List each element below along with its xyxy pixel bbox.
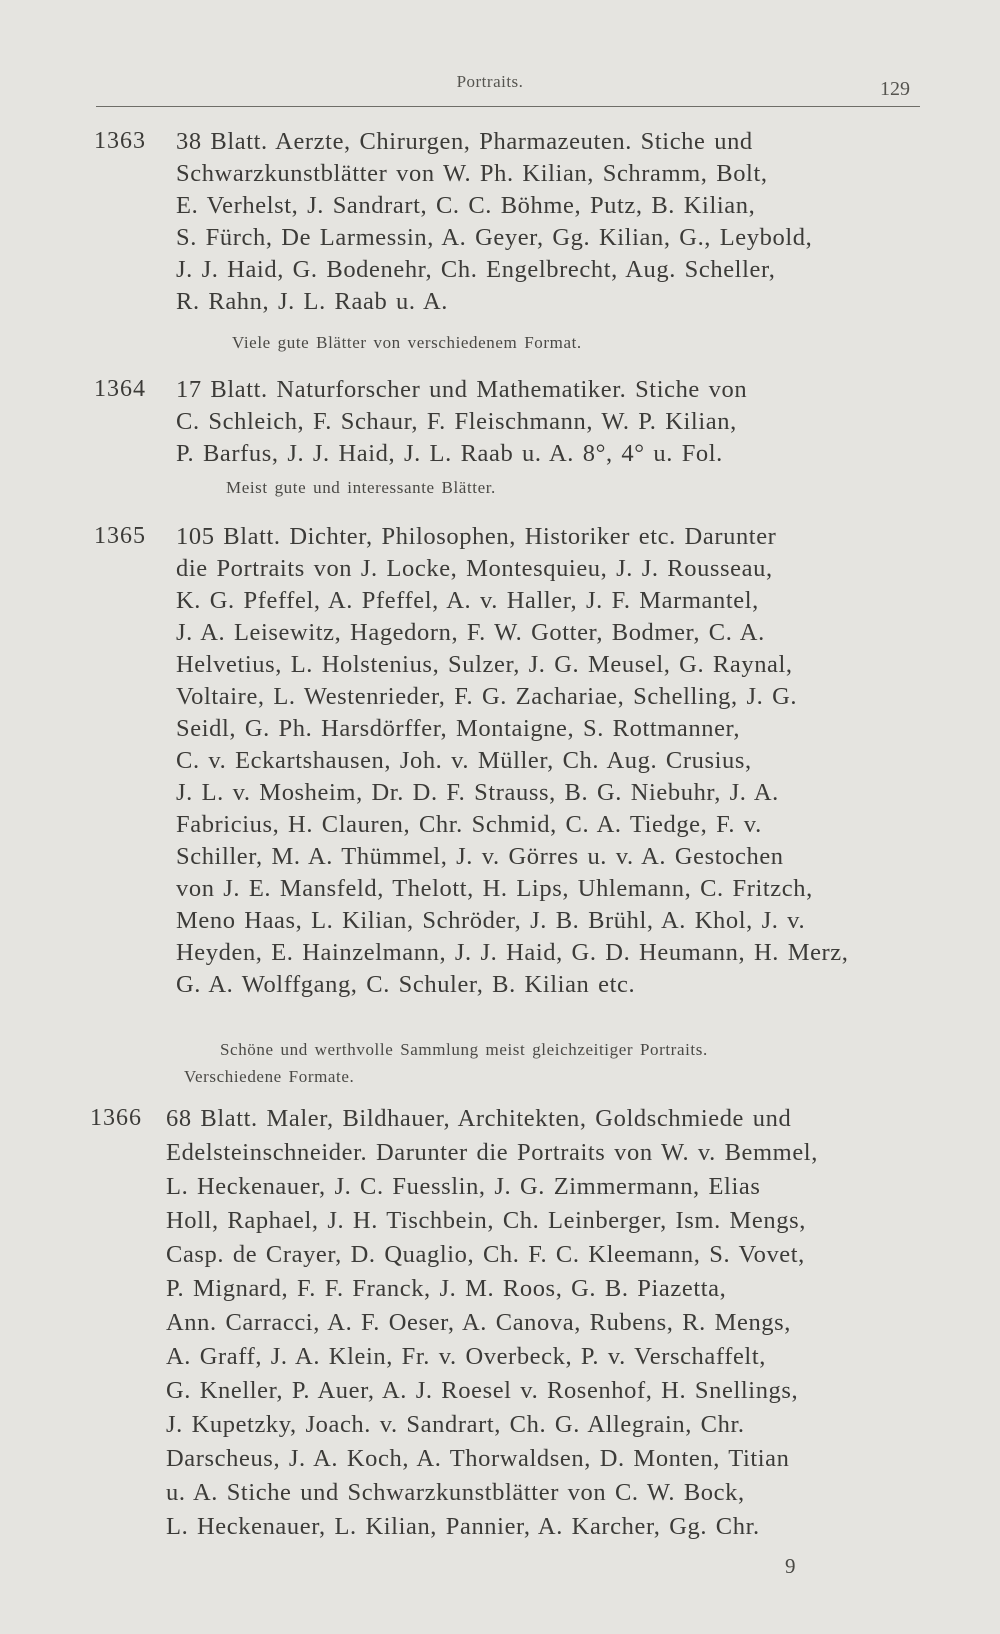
entry-line: Seidl, G. Ph. Harsdörffer, Montaigne, S. Rottmanner, xyxy=(176,715,741,742)
entry-line: Schiller, M. A. Thümmel, J. v. Görres u. v. A. Gestochen xyxy=(176,843,784,870)
entry-line: J. J. Haid, G. Bodenehr, Ch. Engelbrecht, Aug. Scheller, xyxy=(176,256,776,283)
entry-line: von J. E. Mansfeld, Thelott, H. Lips, Uhlemann, C. Fritzch, xyxy=(176,875,813,902)
entry-line: Voltaire, L. Westenrieder, F. G. Zachariae, Schelling, J. G. xyxy=(176,683,798,710)
page-number: 129 xyxy=(880,78,910,100)
entry-note: Schöne und werthvolle Sammlung meist gleichzeitiger Portraits. xyxy=(220,1040,708,1059)
entry-line: Meno Haas, L. Kilian, Schröder, J. B. Brühl, A. Khol, J. v. xyxy=(176,907,806,934)
entry-note: Verschiedene Formate. xyxy=(184,1067,355,1086)
entry-line: die Portraits von J. Locke, Montesquieu, J. J. Rousseau, xyxy=(176,555,773,582)
entry-line: L. Heckenauer, L. Kilian, Pannier, A. Karcher, Gg. Chr. xyxy=(166,1513,760,1540)
header-rule xyxy=(96,106,920,107)
entry-line: Fabricius, H. Clauren, Chr. Schmid, C. A. Tiedge, F. v. xyxy=(176,811,762,838)
entry-line: L. Heckenauer, J. C. Fuesslin, J. G. Zimmermann, Elias xyxy=(166,1173,761,1200)
entry-line: K. G. Pfeffel, A. Pfeffel, A. v. Haller, J. F. Marmantel, xyxy=(176,587,759,614)
entry-line: G. A. Wolffgang, C. Schuler, B. Kilian etc. xyxy=(176,971,636,998)
entry-line: Holl, Raphael, J. H. Tischbein, Ch. Leinberger, Ism. Mengs, xyxy=(166,1207,806,1234)
entry-line: Schwarzkunstblätter von W. Ph. Kilian, Schramm, Bolt, xyxy=(176,160,768,187)
entry-note: Viele gute Blätter von verschiedenem Format. xyxy=(232,333,582,352)
entry-note: Meist gute und interessante Blätter. xyxy=(226,478,496,497)
entry-number: 1366 xyxy=(90,1105,142,1131)
entry-line: 105 Blatt. Dichter, Philosophen, Historiker etc. Darunter xyxy=(176,523,777,550)
signature-mark: 9 xyxy=(785,1554,796,1578)
entry-line: J. A. Leisewitz, Hagedorn, F. W. Gotter, Bodmer, C. A. xyxy=(176,619,765,646)
entry-line: 17 Blatt. Naturforscher und Mathematiker. Stiche von xyxy=(176,376,748,403)
entry-line: u. A. Stiche und Schwarzkunstblätter von C. W. Bock, xyxy=(166,1479,745,1506)
entry-line: Casp. de Crayer, D. Quaglio, Ch. F. C. Kleemann, S. Vovet, xyxy=(166,1241,805,1268)
entry-line: Edelsteinschneider. Darunter die Portraits von W. v. Bemmel, xyxy=(166,1139,818,1166)
entry-line: Helvetius, L. Holstenius, Sulzer, J. G. Meusel, G. Raynal, xyxy=(176,651,793,678)
entry-line: P. Mignard, F. F. Franck, J. M. Roos, G. B. Piazetta, xyxy=(166,1275,727,1302)
entry-line: 38 Blatt. Aerzte, Chirurgen, Pharmazeuten. Stiche und xyxy=(176,128,753,155)
running-header-title: Portraits. xyxy=(456,72,524,91)
entry-number: 1363 xyxy=(94,128,146,154)
entry-line: J. L. v. Mosheim, Dr. D. F. Strauss, B. G. Niebuhr, J. A. xyxy=(176,779,779,806)
entry-line: Heyden, E. Hainzelmann, J. J. Haid, G. D. Heumann, H. Merz, xyxy=(176,939,849,966)
entry-line: C. v. Eckartshausen, Joh. v. Müller, Ch. Aug. Crusius, xyxy=(176,747,752,774)
entry-line: S. Fürch, De Larmessin, A. Geyer, Gg. Kilian, G., Leybold, xyxy=(176,224,813,251)
entry-line: E. Verhelst, J. Sandrart, C. C. Böhme, Putz, B. Kilian, xyxy=(176,192,756,219)
entry-line: R. Rahn, J. L. Raab u. A. xyxy=(176,288,448,315)
entry-line: C. Schleich, F. Schaur, F. Fleischmann, W. P. Kilian, xyxy=(176,408,737,435)
entry-line: G. Kneller, P. Auer, A. J. Roesel v. Rosenhof, H. Snellings, xyxy=(166,1377,799,1404)
entry-line: Ann. Carracci, A. F. Oeser, A. Canova, Rubens, R. Mengs, xyxy=(166,1309,792,1336)
entry-line: J. Kupetzky, Joach. v. Sandrart, Ch. G. Allegrain, Chr. xyxy=(166,1411,745,1438)
entry-line: 68 Blatt. Maler, Bildhauer, Architekten, Goldschmiede und xyxy=(166,1105,792,1132)
entry-number: 1364 xyxy=(94,376,146,402)
entry-line: A. Graff, J. A. Klein, Fr. v. Overbeck, P. v. Verschaffelt, xyxy=(166,1343,766,1370)
entry-line: Darscheus, J. A. Koch, A. Thorwaldsen, D. Monten, Titian xyxy=(166,1445,790,1472)
entry-line: P. Barfus, J. J. Haid, J. L. Raab u. A. 8°, 4° u. Fol. xyxy=(176,440,723,467)
entry-number: 1365 xyxy=(94,523,146,549)
